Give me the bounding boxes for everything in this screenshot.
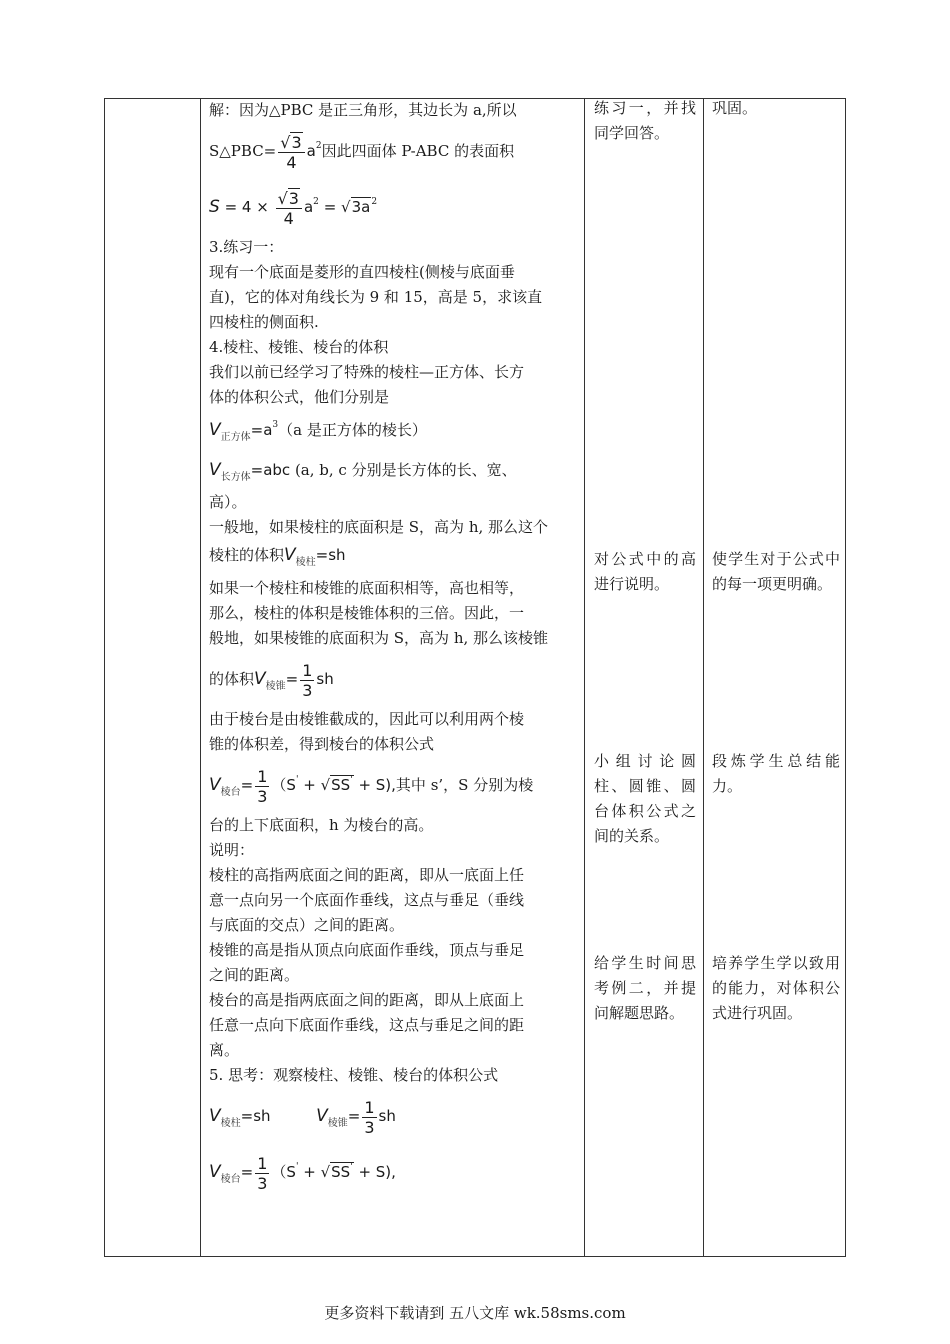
table-divider-1 <box>200 98 201 1256</box>
frustum-volume-formula: $V_{棱台}=$ $\frac{1}{3}$ （S' + √SS' + S),其中 s’，S 分别为棱 <box>209 766 534 806</box>
paragraph-line: 那么，棱柱的体积是棱锥体积的三倍。因此，一 <box>209 604 525 622</box>
paragraph-line: 我们以前已经学习了特殊的棱柱—正方体、长方 <box>209 363 525 381</box>
paragraph-line: 由于棱台是由棱锥截成的，因此可以利用两个棱 <box>209 710 525 728</box>
activity-note: 小组讨论圆柱、圆锥、圆台体积公式之间的关系。 <box>594 752 696 845</box>
purpose-note: 巩固。 <box>712 99 758 117</box>
triangle-area-formula: S△PBC= $\frac{√3}{4}$ $a^2$因此四面体 P-ABC 的表面积 <box>209 132 515 172</box>
paragraph-line: 台的上下底面积，h 为棱台的高。 <box>209 816 434 834</box>
purpose-note: 段炼学生总结能力。 <box>712 752 840 795</box>
note-line: 任意一点向下底面作垂线，这点与垂足之间的距 <box>209 1016 525 1034</box>
paragraph-line: 般地，如果棱锥的底面积为 S，高为 h, 那么该棱锥 <box>209 629 549 647</box>
activity-note: 练习一，并找同学回答。 <box>594 99 696 142</box>
surface-area-formula: S = 4 × $\frac{√3}{4}$ $a^2 = √3a^2$ <box>209 188 378 228</box>
paragraph-line: 如果一个棱柱和棱锥的底面积相等，高也相等， <box>209 579 525 597</box>
note-line: 意一点向另一个底面作垂线，这点与垂足（垂线 <box>209 891 525 909</box>
note-line: 离。 <box>209 1041 240 1059</box>
note-title: 说明： <box>209 841 255 859</box>
exercise-title: 3.练习一： <box>209 238 284 256</box>
table-divider-2 <box>584 98 585 1256</box>
purpose-note: 使学生对于公式中的每一项更明确。 <box>712 550 840 593</box>
note-line: 棱台的高是指两底面之间的距离，即从上底面上 <box>209 991 525 1009</box>
note-line: 棱柱的高指两底面之间的距离，即从一底面上任 <box>209 866 525 884</box>
fraction: $\frac{√3}{4}$ <box>278 133 304 172</box>
exercise-text: 现有一个底面是菱形的直四棱柱(侧棱与底面垂 <box>209 263 515 281</box>
cuboid-volume-formula: $V_{长方体}=abc$ (a, b, c 分别是长方体的长、宽、 <box>209 460 517 483</box>
paragraph-line: 一般地，如果棱柱的底面积是 S，高为 h, 那么这个 <box>209 518 549 536</box>
paragraph-line: 锥的体积差，得到棱台的体积公式 <box>209 735 435 753</box>
activity-note: 对公式中的高进行说明。 <box>594 550 696 593</box>
note-line: 棱锥的高是指从顶点向底面作垂线，顶点与垂足 <box>209 941 525 959</box>
solution-line: 解：因为△PBC 是正三角形，其边长为 a,所以 <box>209 101 517 119</box>
note-line: 与底面的交点）之间的距离。 <box>209 916 405 934</box>
lesson-content <box>209 98 579 1200</box>
exercise-text: 直)，它的体对角线长为 9 和 15，高是 5，求该直 <box>209 288 543 306</box>
exercise-text: 四棱柱的侧面积. <box>209 313 319 331</box>
cube-volume-formula: $V_{正方体}=a^3(a$ 是正方体的棱长） <box>209 420 427 443</box>
paragraph-line: 体的体积公式，他们分别是 <box>209 388 390 406</box>
note-line: 之间的距离。 <box>209 966 300 984</box>
table-divider-3 <box>703 98 704 1256</box>
frustum-formula-repeat: $V_{棱台}=$ $\frac{1}{3}$ （S' + √SS' + S), <box>209 1153 396 1193</box>
think-title: 5. 思考：观察棱柱、棱锥、棱台的体积公式 <box>209 1066 499 1084</box>
table-border-left <box>104 98 105 1256</box>
paragraph-line: 高）。 <box>209 493 247 511</box>
table-border-right <box>845 98 846 1256</box>
section-title: 4.棱柱、棱锥、棱台的体积 <box>209 338 389 356</box>
purpose-note: 培养学生学以致用的能力，对体积公式进行巩固。 <box>712 954 840 1022</box>
pyramid-volume-formula: 的体积$V_{棱锥}=$ $\frac{1}{3}$ sh <box>209 660 334 700</box>
prism-volume-formula: 棱柱的体积$V_{棱柱}=sh$ <box>209 545 346 568</box>
activity-note: 给学生时间思考例二，并提问解题思路。 <box>594 954 696 1022</box>
footer-link[interactable]: 更多资料下载请到 五八文库 wk.58sms.com <box>324 1304 626 1322</box>
table-border-bottom <box>104 1256 846 1257</box>
prism-pyramid-formulas: $V_{棱柱}=sh$ $V_{棱锥}=$ $\frac{1}{3}$ sh <box>209 1097 396 1137</box>
